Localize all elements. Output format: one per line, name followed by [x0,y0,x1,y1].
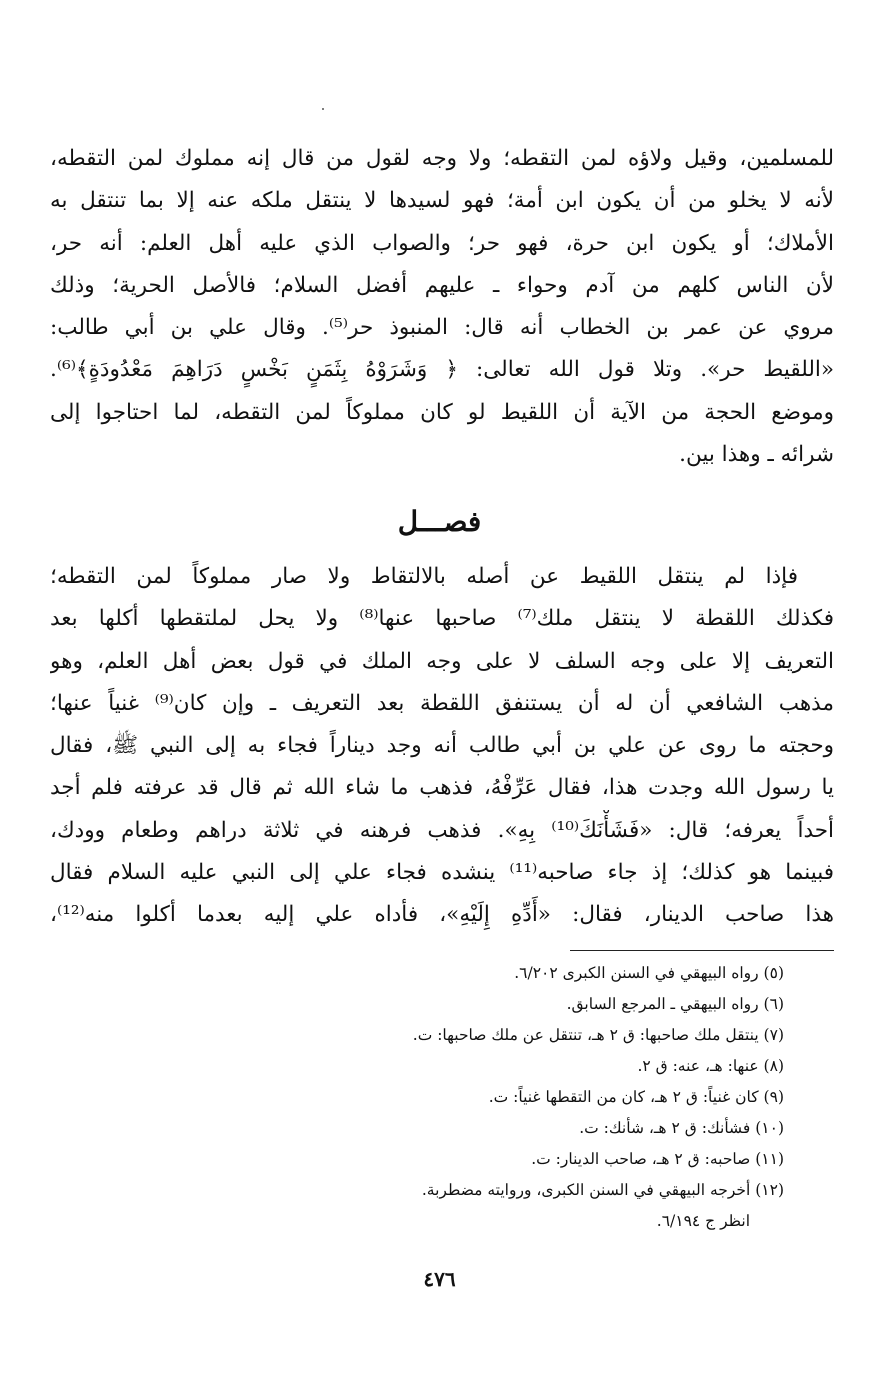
text-line: يا رسول الله وجدت هذا، فقال عَرِّفْهُ، فذهب ما شاء الله ثم قال قد عرفته فلم أجد [50,775,834,801]
text-line: وموضع الحجة من الآية أن اللقيط لو كان مملوكاً لمن التقطه، لما احتاجوا إلى [50,399,834,425]
footnote: (٧) ينتقل ملك صاحبها: ق ٢ هـ، تنتقل عن ملك صاحبها: ت. [412,1026,784,1044]
text-line: فإذا لم ينتقل اللقيط عن أصله بالالتقاط ولا صار مملوكاً لمن التقطه؛ [50,564,798,589]
footnote: (٨) عنها: هـ، عنه: ق ٢. [637,1057,784,1075]
footnote: (٩) كان غنياً: ق ٢ هـ، كان من التقطها غنياً: ت. [488,1088,784,1106]
text-line: مذهب الشافعي أن له أن يستنفق اللقطة بعد التعريف ـ وإن كان⁽⁹⁾ غنياً عنها؛ [50,690,834,716]
text-line: للمسلمين، وقيل ولاؤه لمن التقطه؛ ولا وجه لقول من قال إنه مملوك لمن التقطه، [50,146,834,171]
paragraph-body [50,138,834,476]
text-line: مروي عن عمر بن الخطاب أنه قال: المنبوذ حر⁽⁵⁾. وقال علي بن أبي طالب: [50,315,834,341]
footnote-separator [570,950,834,951]
footnote: (١٠) فشأنك: ق ٢ هـ، شأنك: ت. [579,1119,784,1137]
footnotes [50,958,784,1237]
text-line: «اللقيط حر». وتلا قول الله تعالى: ﴿ وَشَرَوْهُ بِثَمَنٍ بَخْسٍ دَرَاهِمَ مَعْدُودَةٍ﴾⁽⁶⁾. [50,357,834,383]
paragraph-body [50,556,834,937]
ink-dot [322,108,324,110]
text-line: التعريف إلا على وجه السلف لا على وجه الملك في قول بعض أهل العلم، وهو [50,648,834,674]
section-heading: فصـــل [397,505,482,538]
text-line: هذا صاحب الدينار، فقال: «أَدِّهِ إِلَيْهِ»، فأداه علي إليه بعدما أكلوا منه⁽¹²⁾، [50,902,834,928]
top-paragraph [50,138,834,476]
text-line: فبينما هو كذلك؛ إذ جاء صاحبه⁽¹¹⁾ ينشده فجاء علي إلى النبي عليه السلام فقال [50,860,834,886]
text-line: لأنه لا يخلو من أن يكون ابن أمة؛ فهو لسيدها لا ينتقل ملكه عنه إلا بما تنتقل به [50,188,834,214]
text-line: الأملاك؛ أو يكون ابن حرة، فهو حر؛ والصواب الذي عليه أهل العلم: أنه حر، [50,230,834,256]
main-paragraph [50,556,834,937]
footnote: (١٢) أخرجه البيهقي في السنن الكبرى، وروايته مضطربة. [421,1181,784,1199]
text-line: فكذلك اللقطة لا ينتقل ملك⁽⁷⁾ صاحبها عنها⁽⁸⁾ ولا يحل لملتقطها أكلها بعد [50,606,834,632]
text-line: أحداً يعرفه؛ قال: «فَشَأْنَكَ⁽¹⁰⁾ بِهِ». فذهب فرهنه في ثلاثة دراهم وطعام وودك، [50,817,834,843]
footnote-continuation: انظر ج ٦/١٩٤. [656,1212,750,1230]
footnote: (١١) صاحبه: ق ٢ هـ، صاحب الدينار: ت. [531,1150,784,1168]
text-line: شرائه ـ وهذا بين. [679,442,834,468]
text-line: لأن الناس كلهم من آدم وحواء ـ عليهم أفضل السلام؛ فالأصل الحرية؛ وذلك [50,272,834,298]
footnote: (٥) رواه البيهقي في السنن الكبرى ٦/٢٠٢. [514,964,784,982]
page-number: ٤٧٦ [423,1267,456,1291]
footnote: (٦) رواه البيهقي ـ المرجع السابق. [566,995,784,1013]
text-line: وحجته ما روى عن علي بن أبي طالب أنه وجد ديناراً فجاء به إلى النبي ﷺ، فقال [50,733,834,759]
